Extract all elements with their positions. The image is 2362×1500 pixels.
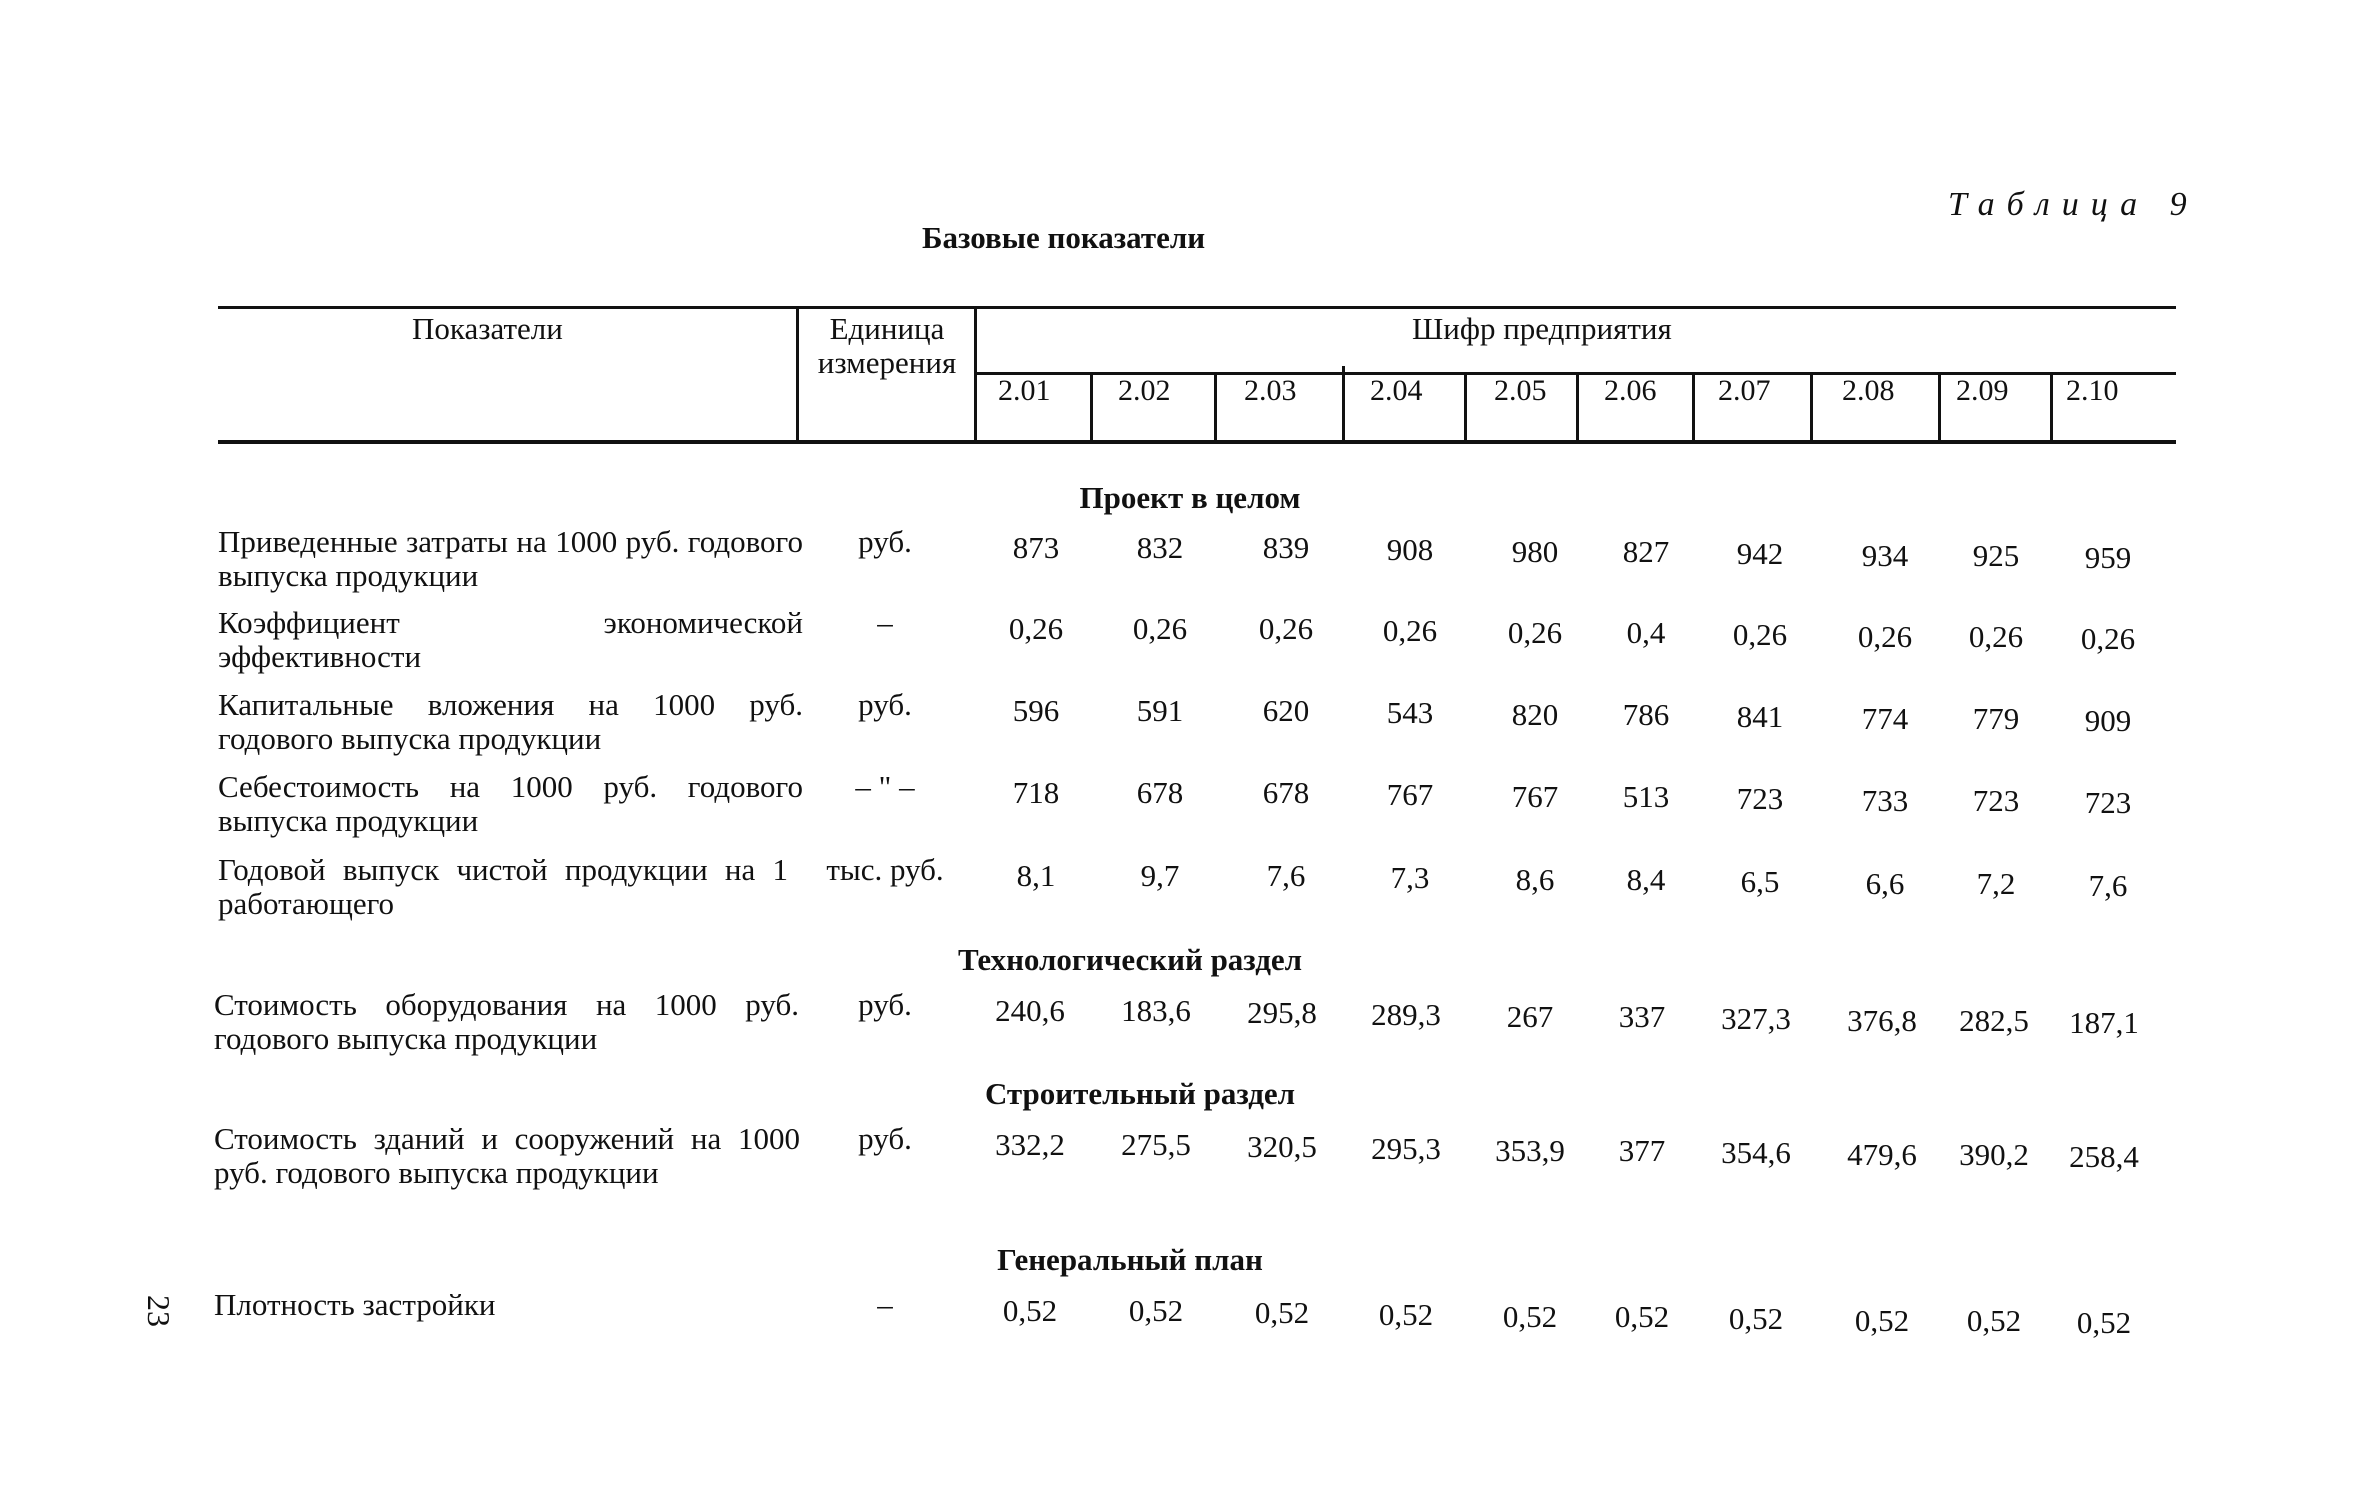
row-label: Капитальные вложения на 1000 руб. годового выпуска продукции [218,687,803,756]
row-value: 0,52 [1254,1295,1310,1330]
row-value: 295,8 [1247,995,1317,1030]
row-value: 0,26 [1008,611,1064,646]
row-value: 723 [1736,781,1784,816]
row-value: 0,52 [1854,1303,1910,1338]
row-value: 908 [1386,532,1434,567]
row-value: 909 [2084,703,2132,738]
row-value: 678 [1262,775,1310,810]
row-value: 0,52 [1002,1293,1058,1328]
row-value: 8,1 [1016,858,1056,893]
row-value: 767 [1511,779,1559,814]
code-2-07: 2.07 [1718,374,1771,407]
code-divider [1692,374,1695,442]
row-value: 0,26 [1507,615,1563,650]
row-value: 620 [1262,693,1310,728]
row-value: 0,52 [1966,1303,2022,1338]
row-value: 774 [1861,701,1909,736]
code-2-02: 2.02 [1118,374,1171,407]
row-value: 980 [1511,534,1559,569]
row-value: 839 [1262,530,1310,565]
row-value: 0,26 [1732,617,1788,652]
row-label: Стоимость зданий и сооружений на 1000 руб. годового выпуска продукции [214,1121,800,1190]
row-value: 0,4 [1626,615,1666,650]
row-value: 353,9 [1495,1133,1565,1168]
code-2-08: 2.08 [1842,374,1895,407]
code-divider [1090,374,1093,442]
row-value: 332,2 [995,1127,1065,1162]
row-value: 733 [1861,783,1909,818]
code-divider [1342,366,1345,442]
table-number-label: Таблица 9 [1948,186,2199,223]
section-title-project: Проект в целом [1079,480,1301,515]
row-label: Годовой выпуск чистой продукции на 1 работающего [218,852,788,921]
row-value: 0,26 [1132,611,1188,646]
row-value: 0,52 [1128,1293,1184,1328]
row-value: 6,6 [1865,866,1905,901]
row-value: 0,52 [1614,1299,1670,1334]
enterprise-code-header: Шифр предприятия [1412,311,1672,346]
row-value: 258,4 [2069,1139,2139,1174]
section-title-construction: Строительный раздел [984,1076,1296,1111]
row-value: 267 [1506,999,1554,1034]
row-value: 934 [1861,538,1909,573]
row-value: 8,6 [1515,862,1555,897]
code-divider [1464,374,1467,442]
row-value: 183,6 [1121,993,1191,1028]
code-divider [1938,374,1941,442]
row-value: 0,52 [1502,1299,1558,1334]
column-divider [974,308,977,442]
row-value: 289,3 [1371,997,1441,1032]
row-unit: руб. [858,987,912,1022]
code-2-03: 2.03 [1244,374,1297,407]
row-value: 0,26 [1382,613,1438,648]
row-value: 6,5 [1740,864,1780,899]
row-unit: руб. [858,524,912,559]
row-value: 820 [1511,697,1559,732]
row-value: 390,2 [1959,1137,2029,1172]
row-value: 320,5 [1247,1129,1317,1164]
row-value: 832 [1136,530,1184,565]
row-value: 827 [1622,534,1670,569]
code-2-09: 2.09 [1956,374,2009,407]
row-unit: – " – [855,769,915,804]
row-value: 678 [1136,775,1184,810]
code-2-06: 2.06 [1604,374,1657,407]
row-value: 479,6 [1847,1137,1917,1172]
row-label: Себестоимость на 1000 руб. годового выпуска продукции [218,769,803,838]
section-title-general-plan: Генеральный план [997,1242,1263,1277]
row-value: 959 [2084,540,2132,575]
row-value: 7,6 [2088,868,2128,903]
row-value: 0,52 [1728,1301,1784,1336]
row-value: 376,8 [1847,1003,1917,1038]
row-value: 9,7 [1140,858,1180,893]
column-divider [796,308,799,442]
row-label: Приведенные затраты на 1000 руб. годового выпуска продукции [218,524,803,593]
row-label: Плотность застройки [214,1287,496,1322]
row-value: 0,26 [1258,611,1314,646]
unit-column-header: Единица измерения [817,311,957,380]
section-title-technological: Технологический раздел [957,942,1303,977]
row-value: 779 [1972,701,2020,736]
code-2-10: 2.10 [2066,374,2119,407]
row-value: 0,26 [1968,619,2024,654]
row-value: 591 [1136,693,1184,728]
row-value: 767 [1386,777,1434,812]
row-value: 295,3 [1371,1131,1441,1166]
code-2-01: 2.01 [998,374,1051,407]
page-number: 23 [141,1295,177,1327]
indicators-column-header: Показатели [412,311,563,346]
code-2-04: 2.04 [1370,374,1423,407]
row-unit: – [877,605,893,640]
code-divider [1810,374,1813,442]
row-value: 0,26 [2080,621,2136,656]
row-value: 337 [1618,999,1666,1034]
table-title: Базовые показатели [922,220,1206,255]
row-value: 0,52 [1378,1297,1434,1332]
row-value: 942 [1736,536,1784,571]
row-value: 275,5 [1121,1127,1191,1162]
row-label: Коэффициент экономической эффективности [218,605,803,674]
row-value: 7,2 [1976,866,2016,901]
row-value: 377 [1618,1133,1666,1168]
row-value: 543 [1386,695,1434,730]
row-value: 786 [1622,697,1670,732]
row-unit: руб. [858,687,912,722]
row-value: 841 [1736,699,1784,734]
row-value: 282,5 [1959,1003,2029,1038]
row-value: 596 [1012,693,1060,728]
row-value: 8,4 [1626,862,1666,897]
row-value: 513 [1622,779,1670,814]
header-bottom-rule [218,440,2176,444]
row-unit: – [877,1287,893,1322]
row-value: 7,6 [1266,858,1306,893]
row-unit: тыс. руб. [826,852,944,887]
row-value: 723 [2084,785,2132,820]
code-2-05: 2.05 [1494,374,1547,407]
code-divider [2050,374,2053,442]
row-value: 873 [1012,530,1060,565]
row-unit: руб. [858,1121,912,1156]
row-value: 718 [1012,775,1060,810]
row-value: 240,6 [995,993,1065,1028]
row-value: 354,6 [1721,1135,1791,1170]
row-label: Стоимость оборудования на 1000 руб. годового выпуска продукции [214,987,799,1056]
row-value: 327,3 [1721,1001,1791,1036]
row-value: 925 [1972,538,2020,573]
row-value: 0,52 [2076,1305,2132,1340]
row-value: 7,3 [1390,860,1430,895]
code-divider [1576,374,1579,442]
row-value: 723 [1972,783,2020,818]
table-top-rule [218,306,2176,309]
row-value: 187,1 [2069,1005,2139,1040]
code-divider [1214,374,1217,442]
row-value: 0,26 [1857,619,1913,654]
